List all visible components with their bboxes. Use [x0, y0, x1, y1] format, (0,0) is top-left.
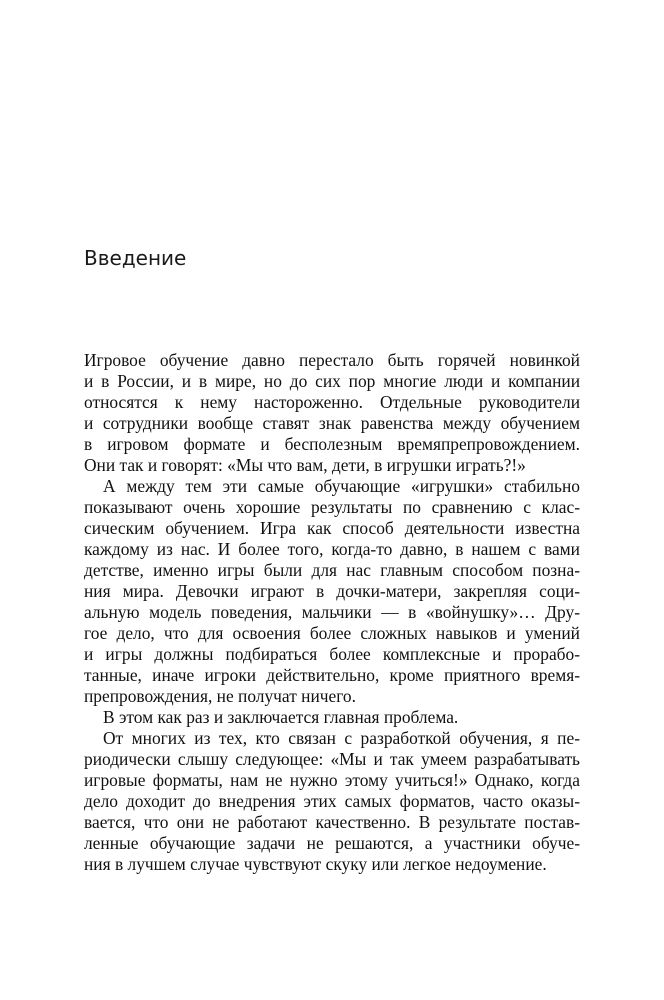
text-line: игровые форматы, нам не нужно этому учиться!» Однако, когда	[84, 770, 580, 790]
text-line: в игровом формате и бесполезным времяпрепровождением.	[84, 434, 580, 454]
text-line: относятся к нему настороженно. Отдельные руководители	[84, 392, 580, 412]
text-line: Они так и говорят: «Мы что вам, дети, в игрушки играть?!»	[84, 455, 526, 475]
text-line: и сотрудники вообще ставят знак равенства между обучением	[84, 413, 580, 433]
text-line: дело доходит до внедрения этих самых форматов, часто оказы-	[84, 791, 580, 811]
text-line: показывают очень хорошие результаты по сравнению с клас-	[84, 497, 580, 517]
text-line: А между тем эти самые обучающие «игрушки» стабильно	[103, 476, 580, 496]
chapter-title: Введение	[84, 246, 187, 270]
text-line: каждому из нас. И более того, когда-то давно, в нашем с вами	[84, 539, 580, 559]
text-line: и в России, и в мире, но до сих пор многие люди и компании	[84, 371, 580, 391]
text-line: гое дело, что для освоения более сложных навыков и умений	[84, 623, 580, 643]
text-line: От многих из тех, кто связан с разработкой обучения, я пе-	[103, 728, 580, 748]
chapter-body	[84, 350, 580, 875]
text-line: вается, что они не работают качественно. В результате постав-	[84, 812, 580, 832]
text-line: Игровое обучение давно перестало быть горячей новинкой	[84, 350, 580, 370]
text-line: танные, иначе игроки действительно, кроме приятного время-	[84, 665, 580, 685]
paragraph	[84, 707, 580, 728]
text-line: препровождения, не получат ничего.	[84, 686, 356, 706]
paragraph	[84, 476, 580, 707]
paragraph	[84, 350, 580, 476]
text-line: и игры должны подбираться более комплексные и прорабо-	[84, 644, 580, 664]
text-line: сическим обучением. Игра как способ деятельности известна	[84, 518, 580, 538]
text-line: В этом как раз и заключается главная проблема.	[103, 707, 459, 727]
text-line: ния мира. Девочки играют в дочки-матери, закрепляя соци-	[84, 581, 580, 601]
text-line: детстве, именно игры были для нас главным способом позна-	[84, 560, 580, 580]
text-line: риодически слышу следующее: «Мы и так умеем разрабатывать	[84, 749, 580, 769]
paragraph	[84, 728, 580, 875]
text-line: альную модель поведения, мальчики — в «войнушку»… Дру-	[84, 602, 580, 622]
text-line: ленные обучающие задачи не решаются, а участники обуче-	[84, 833, 580, 853]
text-line: ния в лучшем случае чувствуют скуку или легкое недоумение.	[84, 854, 547, 874]
